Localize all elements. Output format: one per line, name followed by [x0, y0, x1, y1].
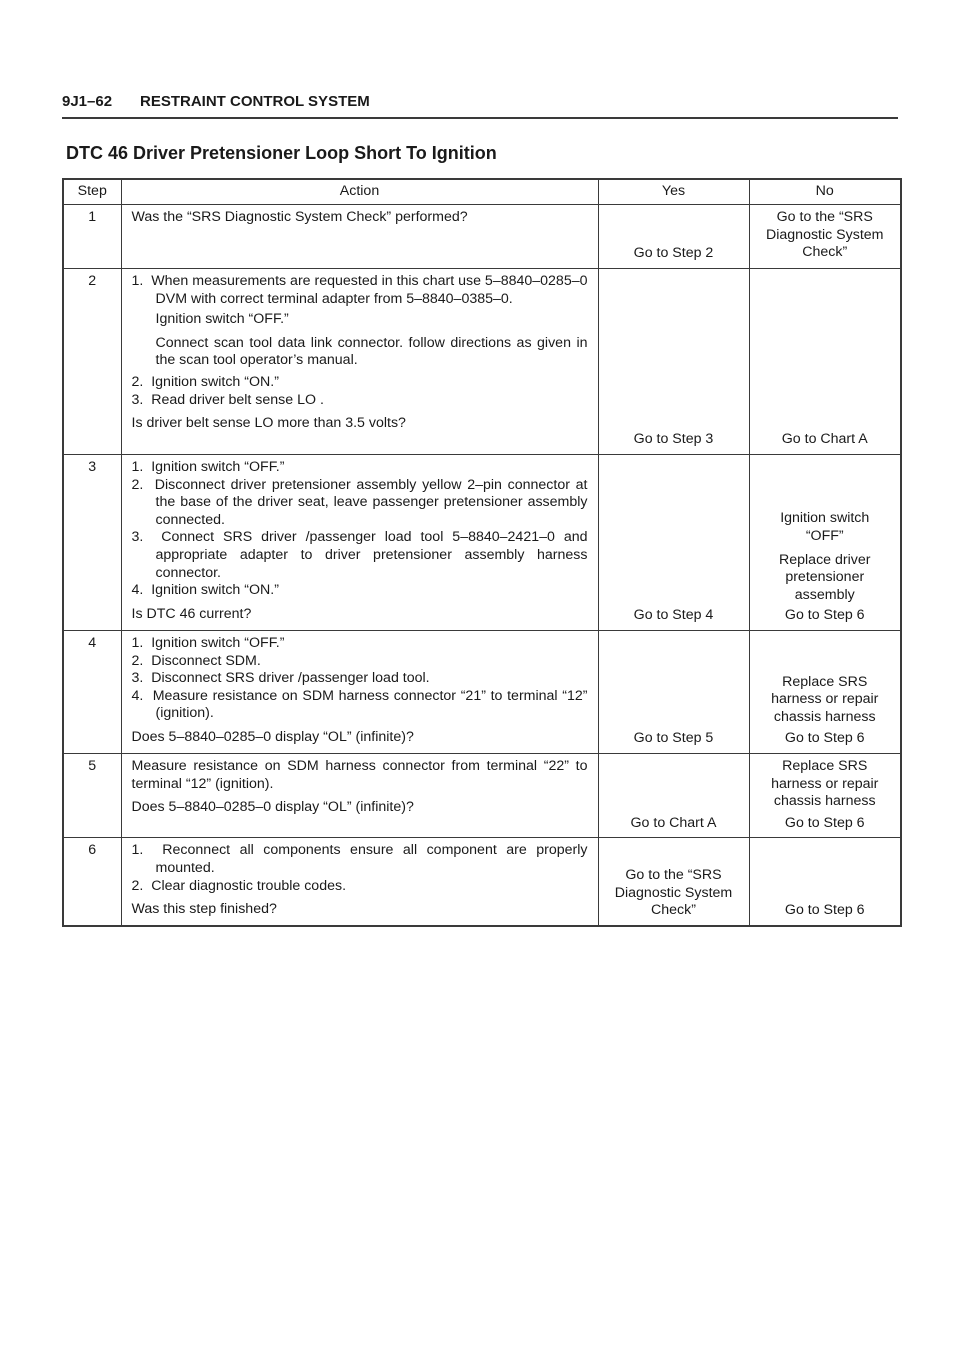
- action-question: Does 5–8840–0285–0 display “OL” (infinite)?: [131, 799, 414, 816]
- table-row: [63, 838, 901, 926]
- no-result: Go to Step 6: [784, 902, 865, 919]
- action-text: Was the “SRS Diagnostic System Check” performed?: [131, 209, 468, 225]
- table-row: [63, 205, 901, 269]
- action-question: Is driver belt sense LO more than 3.5 volts?: [131, 415, 406, 432]
- step-number: 1: [63, 205, 121, 269]
- table-row: [63, 631, 901, 754]
- action-list: [132, 273, 588, 409]
- page-title: DTC 46 Driver Pretensioner Loop Short To Ignition: [66, 143, 497, 163]
- action-cell: [121, 838, 598, 926]
- no-result: Replace driver pretensioner assembly: [779, 551, 871, 603]
- no-result: Ignition switch “OFF”: [780, 510, 870, 545]
- yes-result: Go to Step 3: [633, 431, 714, 448]
- table-row: [63, 754, 901, 838]
- column-header-no: No: [749, 179, 901, 205]
- step-number: 5: [63, 754, 121, 838]
- action-list: [132, 635, 588, 723]
- column-header-yes: Yes: [598, 179, 749, 205]
- section-title: RESTRAINT CONTROL SYSTEM: [140, 93, 370, 110]
- action-list: [132, 459, 588, 600]
- yes-cell: [598, 455, 749, 631]
- list-item: 4. Measure resistance on SDM harness connector “21” to terminal “12” (ignition).: [131, 687, 588, 722]
- step-number: 2: [63, 269, 121, 455]
- action-list: [132, 842, 588, 895]
- yes-cell: [598, 838, 749, 926]
- table-row: [63, 455, 901, 631]
- no-cell: [749, 838, 901, 926]
- no-result: Go to Step 6: [784, 607, 865, 624]
- no-result: Replace SRS harness or repair chassis harness: [771, 673, 879, 725]
- yes-cell: [598, 754, 749, 838]
- list-item: 1. Reconnect all components ensure all component are properly mounted.: [131, 842, 588, 876]
- column-header-step: Step: [63, 179, 121, 205]
- yes-result: Go to Step 2: [633, 245, 714, 262]
- action-cell: [121, 754, 598, 838]
- list-item: 1. When measurements are requested in this chart use 5–8840–0285–0 DVM with correct terminal adapter from 5–8840–0385–0. Ignition switch “OFF.” Connect scan tool data link connector. follow directions as given in the scan tool operator’s manual.: [131, 273, 588, 369]
- diagnostic-table: [62, 178, 902, 927]
- yes-result: Go to Step 4: [633, 607, 714, 624]
- yes-cell: [598, 269, 749, 455]
- yes-result: Go to the “SRS Diagnostic System Check”: [614, 867, 733, 919]
- yes-cell: [598, 631, 749, 754]
- step-number: 6: [63, 838, 121, 926]
- list-item: 3. Read driver belt sense LO .: [131, 391, 324, 408]
- table-header-row: [63, 179, 901, 205]
- action-question: Is DTC 46 current?: [131, 605, 252, 622]
- page-header: [62, 92, 898, 119]
- list-item-note: Connect scan tool data link connector. follow directions as given in the scan tool operator’s manual.: [155, 334, 588, 369]
- no-cell: [749, 754, 901, 838]
- action-cell: [121, 269, 598, 455]
- action-cell: [121, 455, 598, 631]
- no-cell: [749, 455, 901, 631]
- no-result: Go to Step 6: [784, 814, 865, 831]
- table-row: [63, 269, 901, 455]
- list-item: 2. Clear diagnostic trouble codes.: [131, 877, 347, 894]
- yes-cell: [598, 205, 749, 269]
- list-item: 3. Connect SRS driver /passenger load tool 5–8840–2421–0 and appropriate adapter to driver pretensioner assembly harness connector.: [131, 529, 588, 581]
- no-result: Replace SRS harness or repair chassis harness: [771, 758, 879, 810]
- list-item: 2. Ignition switch “ON.”: [131, 373, 279, 390]
- no-cell: [749, 269, 901, 455]
- no-cell: [749, 631, 901, 754]
- yes-result: Go to Chart A: [630, 814, 717, 831]
- action-question: Was this step finished?: [131, 901, 277, 918]
- no-cell: [749, 205, 901, 269]
- list-item: 2. Disconnect SDM.: [131, 652, 261, 669]
- yes-result: Go to Step 5: [633, 730, 714, 747]
- list-item: 4. Ignition switch “ON.”: [131, 582, 279, 599]
- list-item: 2. Disconnect driver pretensioner assembly yellow 2–pin connector at the base of the driver seat, leave passenger pretensioner assembly connected.: [131, 476, 588, 528]
- list-item-note: Ignition switch “OFF.”: [155, 311, 289, 328]
- action-question: Does 5–8840–0285–0 display “OL” (infinite)?: [131, 728, 414, 745]
- step-number: 4: [63, 631, 121, 754]
- list-item: 3. Disconnect SRS driver /passenger load tool.: [131, 670, 430, 687]
- action-cell: [121, 631, 598, 754]
- list-item: 1. Ignition switch “OFF.”: [131, 635, 285, 651]
- page-code: 9J1–62: [62, 93, 113, 110]
- action-cell: [121, 205, 598, 269]
- list-item: 1. Ignition switch “OFF.”: [131, 459, 285, 475]
- no-result: Go to Chart A: [781, 431, 868, 448]
- no-result: Go to the “SRS Diagnostic System Check”: [766, 209, 884, 261]
- step-number: 3: [63, 455, 121, 631]
- no-result: Go to Step 6: [784, 730, 865, 747]
- column-header-action: Action: [121, 179, 598, 205]
- action-text: Measure resistance on SDM harness connector from terminal “22” to terminal “12” (ignition).: [131, 758, 588, 792]
